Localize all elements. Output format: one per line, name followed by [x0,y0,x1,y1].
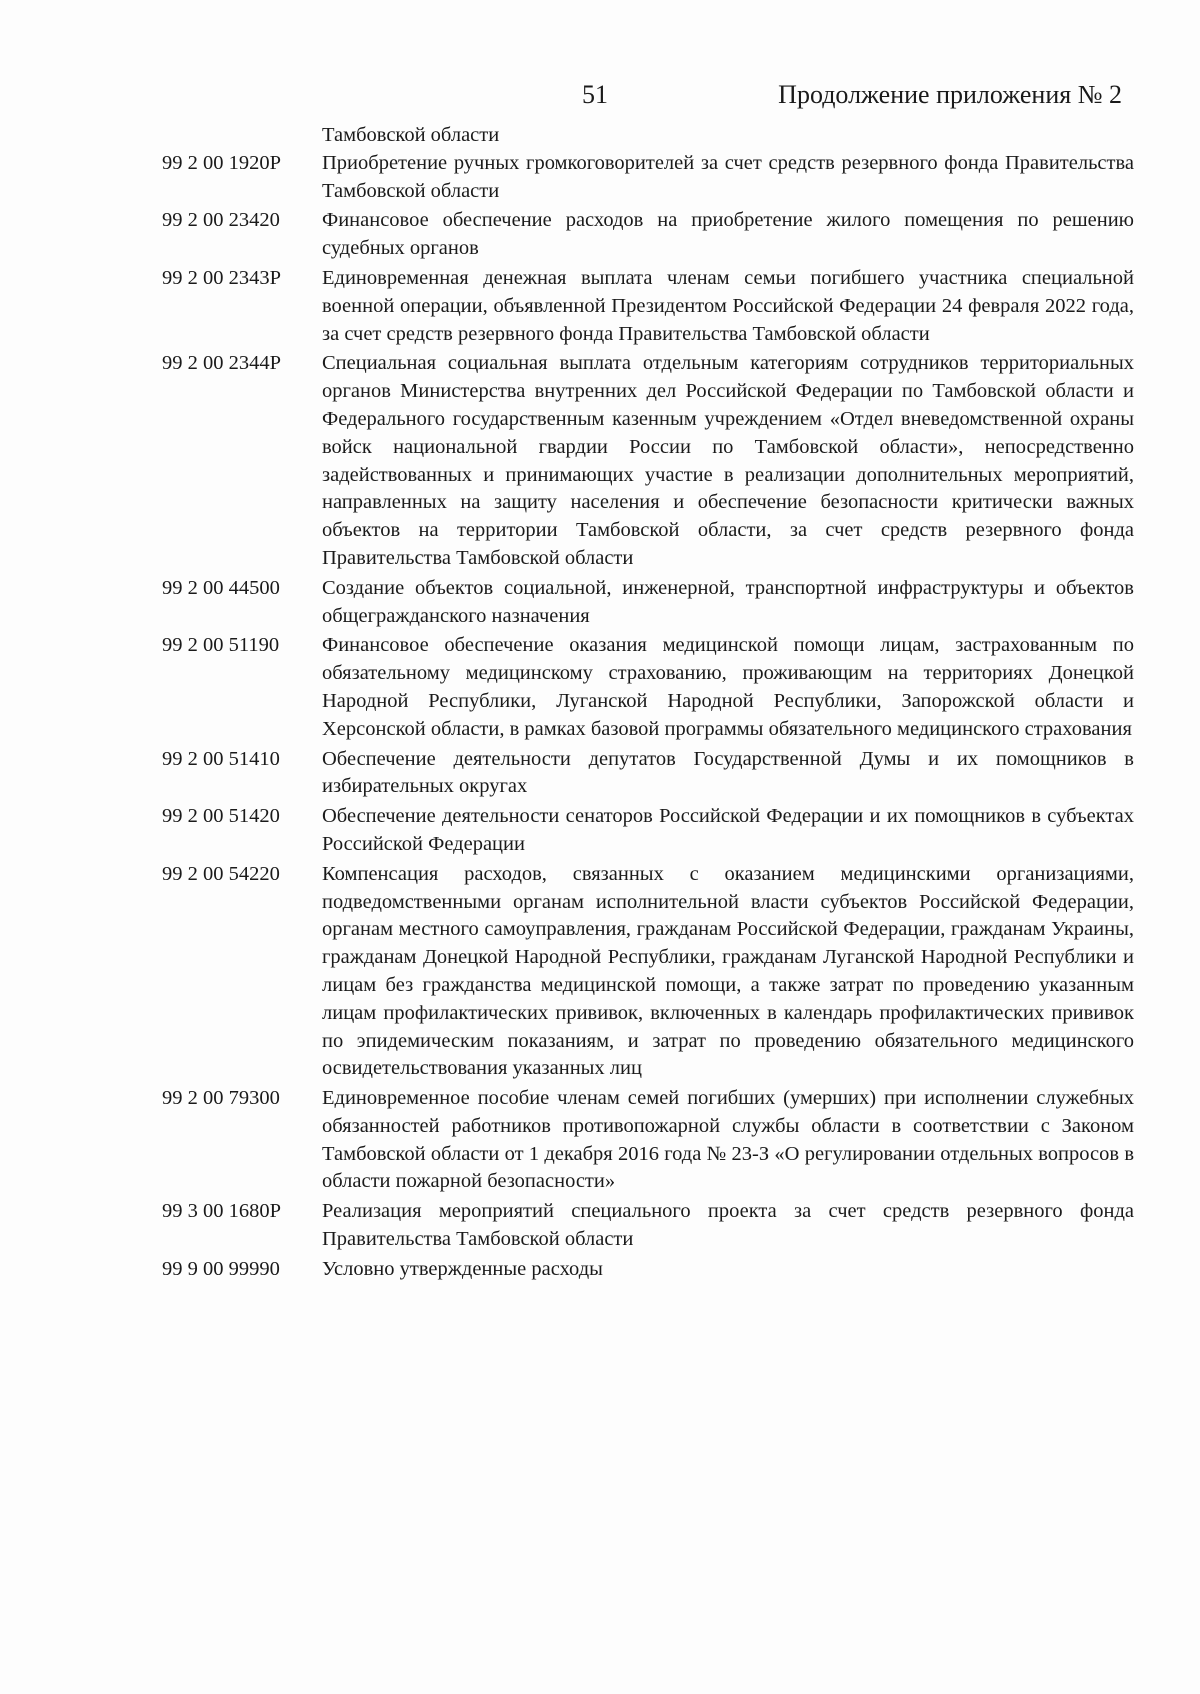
expense-code: 99 3 00 1680Р [162,1200,282,1223]
expense-code: 99 2 00 79300 [162,1087,280,1110]
expense-code: 99 2 00 1920Р [162,151,282,174]
list-item [162,1085,1134,1196]
expense-description: Обеспечение деятельности депутатов Государственной Думы и их помощников в избирательных округах [322,747,1134,798]
expense-code: 99 2 00 23420 [162,209,280,232]
expense-code: 99 2 00 44500 [162,576,280,599]
expense-code: 99 2 00 51410 [162,747,280,770]
list-item [162,632,1134,743]
list-item [162,1198,1134,1254]
expense-description: Финансовое обеспечение расходов на приобретение жилого помещения по решению судебных органов [322,209,1134,260]
list-item [162,803,1134,859]
list-item [162,575,1134,631]
expense-code: 99 9 00 99990 [162,1257,280,1280]
expense-code: 99 2 00 2343Р [162,266,282,289]
expense-description: Единовременная денежная выплата членам семьи погибшего участника специальной военной операции, объявленной Президентом Российской Федерации 24 февраля 2022 года, за счет средств резервного фонда Правительства Тамбовской области [322,266,1134,345]
page-number: 51 [582,80,608,109]
expense-description: Создание объектов социальной, инженерной, транспортной инфраструктуры и объектов общегражданского назначения [322,576,1134,627]
expense-description: Реализация мероприятий специального проекта за счет средств резервного фонда Правительства Тамбовской области [322,1200,1134,1251]
expense-code: 99 2 00 2344Р [162,352,282,375]
expense-code: 99 2 00 51190 [162,634,280,657]
appendix-continuation-note: Продолжение приложения № 2 [778,80,1122,109]
list-item [162,1256,1134,1284]
expense-description: Финансовое обеспечение оказания медицинской помощи лицам, застрахованным по обязательному медицинскому страхованию, проживающим на территориях Донецкой Народной Республики, Луганской Народной Республики, Запорожской области и Херсонской области, в рамках базовой программы обязательного медицинского страхования [322,634,1134,740]
list-item [162,150,1134,206]
expense-code: 99 2 00 54220 [162,862,280,885]
list-item [162,350,1134,572]
list-item [162,861,1134,1083]
expense-description: Условно утвержденные расходы [322,1257,603,1280]
list-item [162,207,1134,263]
expense-description: Единовременное пособие членам семей погибших (умерших) при исполнении служебных обязанностей работников противопожарной службы области в соответствии с Законом Тамбовской области от 1 декабря 2016 года № 23-З «О регулировании отдельных вопросов в области пожарной безопасности» [322,1087,1134,1193]
list-item [162,265,1134,348]
expense-description: Специальная социальная выплата отдельным категориям сотрудников территориальных органов Министерства внутренних дел Российской Федерации по Тамбовской области и Федерального государственным казенным учреждением «Отдел вневедомственной охраны войск национальной гвардии России по Тамбовской области», непосредственно задействованных и принимающих участие в реализации дополнительных мероприятий, направленных на защиту населения и обеспечение безопасности критически важных объектов на территории Тамбовской области, за счет средств резервного фонда Правительства Тамбовской области [322,352,1134,569]
expense-description: Компенсация расходов, связанных с оказанием медицинскими организациями, подведомственными органам исполнительной власти субъектов Российской Федерации, органам местного самоуправления, гражданам Российской Федерации, гражданам Украины, гражданам Донецкой Народной Республики, гражданам Луганской Народной Республики и лицам без гражданства медицинской помощи, а также затрат по проведению указанным лицам профилактических прививок, включенных в календарь профилактических прививок по эпидемическим показаниям, и затрат по проведению обязательного медицинского освидетельствования указанных лиц [322,862,1134,1080]
continued-description: Тамбовской области [322,124,500,146]
list-item [162,746,1134,802]
expense-description: Приобретение ручных громкоговорителей за счет средств резервного фонда Правительства Тамбовской области [322,151,1134,202]
page-header [0,78,1200,118]
expense-code: 99 2 00 51420 [162,805,280,828]
classification-list [162,122,1134,1286]
expense-description: Обеспечение деятельности сенаторов Российской Федерации и их помощников в субъектах Российской Федерации [322,805,1134,855]
